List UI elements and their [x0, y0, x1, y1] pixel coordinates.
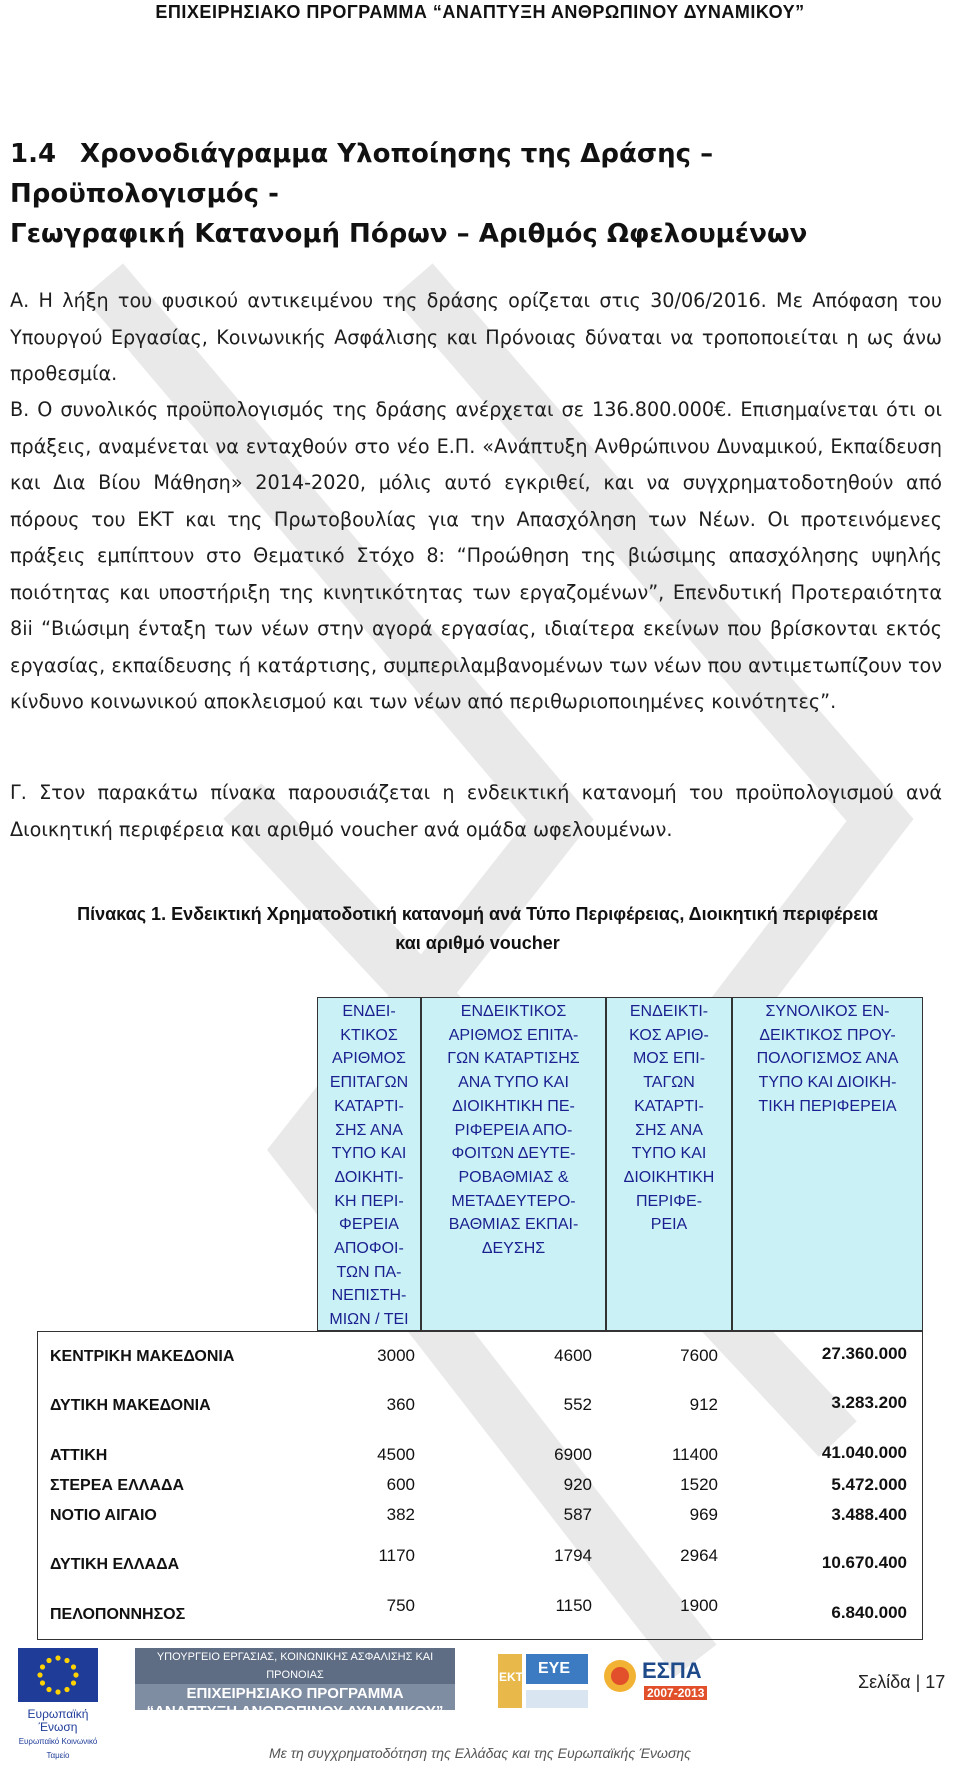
header-line: ΡΙΦΕΡΕΙΑ ΑΠΟ- [454, 1121, 573, 1139]
header-line: ΚΗ ΠΕΡΙ- [334, 1192, 404, 1210]
cell-total-vouchers: 11400 [671, 1445, 718, 1464]
section-title-line1: Χρονοδιάγραμμα Υλοποίησης της Δράσης – Προϋπολογισμός - [10, 139, 714, 209]
paragraph-c: Γ. Στον παρακάτω πίνακα παρουσιάζεται η ενδεικτική κατανομή του προϋπολογισμού ανά Διοικητική περιφέρεια και αριθμό voucher ανά ομάδα ωφελουμένων. [10, 781, 942, 841]
page-number: Σελίδα | 17 [858, 1672, 946, 1692]
section-title-line2: Γεωγραφική Κατανομή Πόρων – Αριθμός Ωφελουμένων [10, 219, 808, 249]
region-name: ΔΥΤΙΚΗ ΜΑΚΕΔΟΝΙΑ [50, 1397, 211, 1414]
header-line: ΓΩΝ ΚΑΤΑΡΤΙΣΗΣ [447, 1050, 580, 1068]
header-line: ΑΡΙΘΜΟΣ ΕΠΙΤΑ- [448, 1026, 579, 1044]
programme-line2: “ΑΝΑΠΤΥΞΗ ΑΝΘΡΩΠΙΝΟΥ ΔΥΝΑΜΙΚΟΥ” [146, 1703, 444, 1720]
table-row [0, 1473, 960, 1503]
region-name: ΠΕΛΟΠΟΝΝΗΣΟΣ [50, 1606, 186, 1623]
cell-total-vouchers: 2964 [680, 1546, 718, 1565]
header-line: ΚΟΣ ΑΡΙΘ- [629, 1026, 709, 1044]
region-name: ΚΕΝΤΡΙΚΗ ΜΑΚΕΔΟΝΙΑ [50, 1348, 235, 1365]
espa-years: 2007-2013 [644, 1686, 707, 1700]
header-line: ΡΟΒΑΘΜΙΑΣ & [458, 1168, 569, 1186]
table-row [0, 1393, 960, 1423]
cell-budget: 6.840.000 [831, 1603, 907, 1622]
cell-secondary: 1794 [554, 1546, 592, 1565]
header-line: ΔΟΙΚΗΤΙ- [334, 1168, 404, 1186]
header-line: ΦΕΡΕΙΑ [339, 1216, 399, 1234]
header-line: ΒΑΘΜΙΑΣ ΕΚΠΑΙ- [448, 1216, 579, 1234]
ekt-eye-logo [496, 1650, 591, 1712]
eu-sub-text: Ευρωπαϊκό Κοινωνικό Ταμείο [18, 1737, 98, 1760]
header-line: ΦΟΙΤΩΝ ΔΕΥΤΕ- [451, 1145, 576, 1163]
header-line: ΔΙΟΙΚΗΤΙΚΗ ΠΕ- [452, 1097, 575, 1115]
header-line: ΜΙΩΝ / ΤΕΙ [329, 1311, 409, 1329]
cell-budget: 3.488.400 [831, 1505, 907, 1524]
cell-university: 4500 [377, 1445, 415, 1464]
table-row [0, 1546, 960, 1580]
cell-total-vouchers: 1900 [680, 1596, 718, 1615]
table-caption-line1: Πίνακας 1. Ενδεικτική Χρηματοδοτική κατανομή ανά Τύπο Περιφέρειας, Διοικητική περιφέρεια [77, 904, 878, 924]
paragraph-a: Α. Η λήξη του φυσικού αντικειμένου της δράσης ορίζεται στις 30/06/2016. Με Απόφαση του Υπουργού Εργασίας, Κοινωνικής Ασφάλισης και Πρόνοιας δύναται να τροποποιείται η ως άνω προθεσμία. [10, 289, 942, 385]
document-header: ΕΠΙΧΕΙΡΗΣΙΑΚΟ ΠΡΟΓΡΑΜΜΑ “ΑΝΑΠΤΥΞΗ ΑΝΘΡΩΠΙΝΟΥ ΔΥΝΑΜΙΚΟΥ” [155, 2, 805, 22]
cell-total-vouchers: 7600 [680, 1346, 718, 1365]
region-name: ΑΤΤΙΚΗ [50, 1447, 108, 1464]
header-university-vouchers [317, 997, 421, 1331]
cell-total-vouchers: 969 [689, 1505, 718, 1524]
header-line: ΠΟΛΟΓΙΣΜΟΣ ΑΝΑ [756, 1050, 899, 1068]
header-line: ΚΤΙΚΟΣ [340, 1026, 398, 1044]
header-line: ΣΥΝΟΛΙΚΟΣ ΕΝ- [765, 1003, 890, 1020]
cell-secondary: 587 [563, 1505, 592, 1524]
cell-budget: 41.040.000 [821, 1443, 907, 1462]
ekt-label: ΕΚΤ [499, 1670, 523, 1684]
section-title [10, 134, 940, 254]
eu-flag-icon [18, 1648, 98, 1702]
header-line: ΤΥΠΟ ΚΑΙ [331, 1145, 407, 1163]
cell-university: 1170 [378, 1546, 415, 1565]
header-line: ΡΕΙΑ [650, 1216, 688, 1234]
header-line: ΕΠΙΤΑΓΩΝ [329, 1074, 409, 1092]
header-line: ΑΡΙΘΜΟΣ [332, 1050, 406, 1068]
region-name: ΝΟΤΙΟ ΑΙΓΑΙΟ [50, 1507, 157, 1524]
cell-university: 382 [386, 1505, 415, 1524]
header-total-vouchers [606, 997, 732, 1331]
header-line: ΕΝΔΕΙ- [342, 1003, 396, 1020]
cell-secondary: 6900 [554, 1445, 592, 1464]
header-line: ΝΕΠΙΣΤΗ- [331, 1287, 407, 1305]
eu-label-text: Ευρωπαϊκή Ένωση [27, 1707, 89, 1734]
cell-university: 600 [386, 1475, 415, 1494]
header-line: ΤΑΓΩΝ [643, 1074, 695, 1092]
cell-university: 750 [386, 1596, 415, 1615]
header-line: ΔΕΥΣΗΣ [481, 1240, 546, 1258]
programme-line1: ΕΠΙΧΕΙΡΗΣΙΑΚΟ ΠΡΟΓΡΑΜΜΑ [186, 1685, 404, 1702]
header-line: ΑΝΑ ΤΥΠΟ ΚΑΙ [458, 1074, 569, 1092]
header-total-budget [732, 997, 923, 1331]
cell-university: 3000 [377, 1346, 415, 1365]
paragraph-b: Β. Ο συνολικός προϋπολογισμός της δράσης ανέρχεται σε 136.800.000€. Επισημαίνεται ότι οι πράξεις, αναμένεται να ενταχθούν στο νέο Ε.Π. «Ανάπτυξη Ανθρώπινου Δυναμικού, Εκπαίδευση και Δια Βίου Μάθηση» 2014-2020, μόλις αυτό εγκριθεί, και να συγχρηματοδοτηθούν από πόρους του ΕΚΤ και της Πρωτοβουλίας για την Απασχόληση των Νέων. Οι προτεινόμενες πράξεις εμπίπτουν στο Θεματικό Στόχο 8: “Προώθηση της βιώσιμης απασχόλησης υψηλής ποιότητας και υποστήριξη της κινητικότητας των εργαζομένων”, Επενδυτική Προτεραιότητα 8ii “Βιώσιμη ένταξη των νέων στην αγορά εργασίας, ιδιαίτερα εκείνων που βρίσκονται εκτός εργασίας, εκπαίδευσης ή κατάρτισης, συμπεριλαμβανομένων των νέων που αντιμετωπίζουν τον κίνδυνο κοινωνικού αποκλεισμού και των νέων από περιθωριοποιημένες κοινότητες”. [10, 398, 942, 713]
table-row [0, 1596, 960, 1630]
header-line: ΑΠΟΦΟΙ- [334, 1240, 404, 1258]
table-caption [10, 900, 945, 958]
cell-total-vouchers: 1520 [680, 1475, 718, 1494]
section-number: 1.4 [10, 139, 57, 169]
cell-secondary: 920 [563, 1475, 592, 1494]
cell-budget: 5.472.000 [831, 1475, 907, 1494]
header-line: ΤΥΠΟ ΚΑΙ [631, 1145, 707, 1163]
programme-motto: Προσανατολισμός στον Άνθρωπο [214, 1721, 376, 1733]
header-line: ΜΕΤΑΔΕΥΤΕΡΟ- [451, 1192, 576, 1210]
table-row [0, 1344, 960, 1374]
espa-label: ΕΣΠΑ [642, 1658, 702, 1683]
cell-secondary: 1150 [555, 1596, 592, 1615]
cell-budget: 10.670.400 [821, 1553, 907, 1572]
header-line: ΕΝΔΕΙΚΤΙ- [629, 1003, 709, 1020]
cofunding-slogan: Με τη συγχρηματοδότηση της Ελλάδας και της Ευρωπαϊκής Ένωσης [269, 1745, 691, 1761]
cell-budget: 3.283.200 [831, 1393, 907, 1412]
header-line: ΕΝΔΕΙΚΤΙΚΟΣ [460, 1003, 567, 1020]
header-line: ΤΩΝ ΠΑ- [336, 1263, 402, 1281]
eye-label: ΕΥΕ [538, 1660, 571, 1677]
region-name: ΣΤΕΡΕΑ ΕΛΛΑΔΑ [50, 1477, 185, 1494]
cell-total-vouchers: 912 [689, 1395, 718, 1414]
table-row [0, 1443, 960, 1473]
header-line: ΚΑΤΑΡΤΙ- [334, 1097, 404, 1115]
header-line: ΣΗΣ ΑΝΑ [335, 1121, 403, 1139]
cell-secondary: 552 [563, 1395, 592, 1414]
header-line: ΠΕΡΙΦΕ- [635, 1192, 703, 1210]
espa-logo [600, 1652, 710, 1710]
header-line: ΣΗΣ ΑΝΑ [635, 1121, 703, 1139]
header-line: ΚΑΤΑΡΤΙ- [634, 1097, 704, 1115]
table-caption-line2: και αριθμό voucher [395, 933, 560, 953]
cell-secondary: 4600 [554, 1346, 592, 1365]
header-line: ΔΙΟΙΚΗΤΙΚΗ [623, 1168, 715, 1186]
header-secondary-vouchers [421, 997, 606, 1331]
header-line: ΜΟΣ ΕΠΙ- [632, 1050, 706, 1068]
table-row [0, 1503, 960, 1533]
cell-budget: 27.360.000 [821, 1344, 907, 1363]
header-line: ΤΥΠΟ ΚΑΙ ΔΙΟΙΚΗ- [758, 1074, 897, 1092]
cell-university: 360 [386, 1395, 415, 1414]
header-line: ΔΕΙΚΤΙΚΟΣ ΠΡΟΥ- [759, 1026, 896, 1044]
ministry-logo [135, 1648, 455, 1733]
ministry-name: ΥΠΟΥΡΓΕΙΟ ΕΡΓΑΣΙΑΣ, ΚΟΙΝΩΝΙΚΗΣ ΑΣΦΑΛΙΣΗΣ ΚΑΙ ΠΡΟΝΟΙΑΣ [135, 1648, 455, 1684]
region-name: ΔΥΤΙΚΗ ΕΛΛΑΔΑ [50, 1556, 180, 1573]
header-line: ΤΙΚΗ ΠΕΡΙΦΕΡΕΙΑ [758, 1097, 897, 1115]
